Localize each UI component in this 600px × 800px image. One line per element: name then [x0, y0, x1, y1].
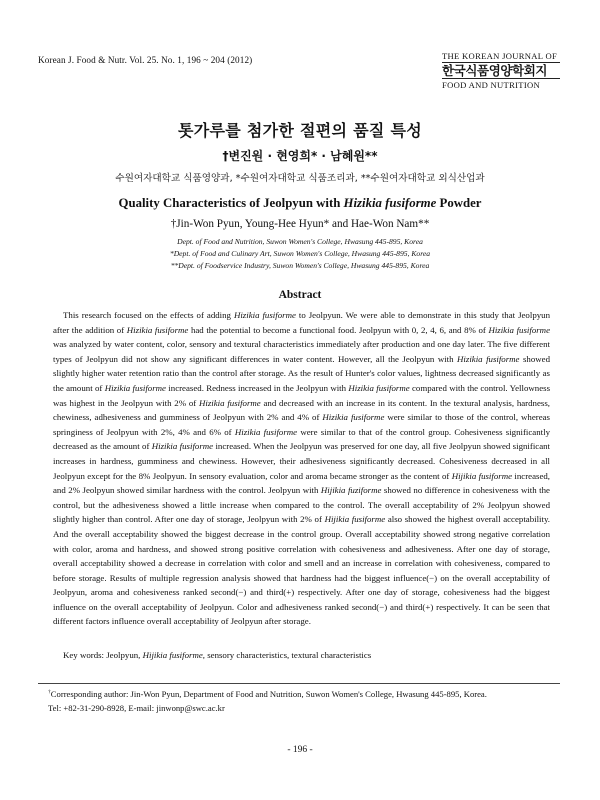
- species-name: Hijikia fuziforme: [320, 485, 382, 496]
- species-name: Hizikia fusiforme: [457, 353, 520, 364]
- species-name: Hijikia fusiforme: [324, 514, 386, 525]
- corresponding-author-footnote: [48, 687, 560, 715]
- abstract-text: was analyzed by water content, color, sensory and textural characteristics immediately after production and one day later. The five different types of Jeolpyun did not show any significant differences in water content. However, all the Jeolpyun with: [53, 339, 550, 364]
- species-name: Hizikia fusiforme: [348, 382, 410, 393]
- abstract-text: showed no difference in cohesiveness with the control, but the adhesiveness showed a little increase when compared to the control. The overall acceptability of 2% Jeolpyun showed slightly higher than control. After one day of storage, Jeolpyun with 2% of: [53, 485, 550, 525]
- english-title-suffix: Powder: [436, 196, 482, 210]
- abstract-text: showed slightly higher water retention ratio than the control after storage. As the result of Hunter's color values, lightness decreased significantly as the amount of: [53, 353, 550, 393]
- dagger-mark: †: [48, 689, 51, 696]
- abstract-text: were similar to those of the control, whereas springiness of Jeolpyun with 2%, 4% and 6% of: [53, 412, 550, 437]
- korean-authors: †변진원 · 현영희* · 남혜원**: [222, 149, 378, 163]
- footnote-line-1: Corresponding author: Jin-Won Pyun, Department of Food and Nutrition, Suwon Women's College, Hwasung 445-895, Korea.: [50, 689, 487, 699]
- abstract-text: were similar to that of the control group. Cohesiveness significantly decreased as the amount of: [53, 426, 550, 452]
- abstract-body: [53, 308, 550, 629]
- footnote-divider: [38, 683, 560, 684]
- species-name: Hizikia fusiforme: [234, 426, 298, 437]
- department-2: *Dept. of Food and Culinary Art, Suwon Women's College, Hwasung 445-895, Korea: [169, 249, 431, 259]
- keywords-text: Jeolpyun,: [106, 650, 143, 660]
- page-number: - 196 -: [287, 745, 313, 755]
- abstract-text: compared with the control. Yellowness was highest in the Jeolpyun with 2% of: [53, 382, 551, 408]
- department-3: **Dept. of Foodservice Industry, Suwon Women's College, Hwasung 445-895, Korea: [170, 261, 430, 271]
- species-name: Hizikia fusiforme: [322, 412, 385, 423]
- english-title: [0, 196, 600, 211]
- species-name: Hijikia fusiforme: [451, 470, 513, 481]
- species-name: Hizikia fusiforme: [151, 441, 214, 452]
- species-name: Hizikia fusiforme: [233, 310, 296, 320]
- abstract-text: increased, and 2% Jeolpyun showed similar hardness with the control. Jeolpyun with: [53, 470, 550, 496]
- journal-name-top: THE KOREAN JOURNAL OF: [442, 51, 560, 63]
- korean-affiliations: 수원여자대학교 식품영양과, *수원여자대학교 식품조리과, **수원여자대학교 외식산업과: [115, 173, 485, 184]
- english-title-species: Hizikia fusiforme: [343, 196, 437, 210]
- keywords-label: Key words:: [63, 650, 107, 660]
- species-name: Hizikia fusiforme: [126, 324, 189, 335]
- english-title-prefix: Quality Characteristics of Jeolpyun with: [118, 196, 344, 210]
- abstract-text: This research focused on the effects of adding: [63, 310, 234, 320]
- journal-name-bottom: FOOD AND NUTRITION: [442, 78, 560, 90]
- english-authors: †Jin-Won Pyun, Young-Hee Hyun* and Hae-Won Nam**: [170, 218, 430, 230]
- department-1: Dept. of Food and Nutrition, Suwon Women's College, Hwasung 445-895, Korea: [177, 237, 423, 246]
- abstract-text: increased. Redness increased in the Jeolpyun with: [165, 382, 349, 393]
- abstract-text: increased. When the Jeolpyun was preserved for one day, all five Jeolpyun showed significant increases in hardness, gumminess and chewiness. However, their adhesiveness significantly decreased. Cohesiveness decreased in all Jeolpyun except for the 8% Jeolpyun. In sensory evaluation, color and aroma became stronger as the content of: [53, 441, 551, 481]
- abstract-text: had the potential to become a functional food. Jeolpyun with 0, 2, 4, 6, and 8% of: [188, 324, 489, 335]
- keywords-species: Hijikia fusiforme: [142, 650, 203, 660]
- footnote-line-2: Tel: +82-31-290-8928, E-mail: jinwonp@swc.ac.kr: [48, 703, 225, 713]
- abstract-text: and decreased with an increase in its content. In the textural analysis, hardness, chewiness, adhesiveness and gumminess of Jeolpyun with 2% and 4% of: [53, 397, 550, 423]
- journal-name-korean: 한국식품영양학회지: [442, 63, 548, 78]
- korean-title: 톳가루를 첨가한 절편의 품질 특성: [177, 121, 423, 140]
- departments: [0, 236, 600, 273]
- journal-logo: [442, 51, 560, 90]
- abstract-heading: Abstract: [278, 289, 322, 301]
- abstract-text: to Jeolpyun. We were able to demonstrate in this study that Jeolpyun after the addition of: [53, 310, 551, 335]
- keywords-text: , sensory characteristics, textural characteristics: [202, 650, 372, 660]
- keywords: [63, 650, 371, 660]
- species-name: Hizikia fusiforme: [104, 382, 166, 393]
- species-name: Hizikia fusiforme: [199, 397, 261, 408]
- journal-citation: Korean J. Food & Nutr. Vol. 25. No. 1, 196 ~ 204 (2012): [38, 55, 253, 65]
- abstract-text: also showed the highest overall acceptability. And the overall acceptability showed the biggest decrease in the control group. Overall acceptability showed strong negative correlation with color, aroma and hardness, and showed strong positive correlation with cohesiveness and adhesiveness. After one day of storage, overall acceptability showed a decrease in correlation with color and smell and an increase in correlation with cohesiveness, compared to before storage. Results of multiple regression analysis showed that hardness had the biggest influence(−) on the overall acceptability of Jeolpyun, aroma and cohesiveness ranked second(−) and third(+) respectively. After one day of storage, cohesiveness had the biggest influence on the overall acceptability of Jeolpyun. Color and adhesiveness ranked second(−) and third(+) respectively. It can be seen that different factors influence overall acceptability of Jeolpyun after storage.: [53, 514, 551, 627]
- species-name: Hizikia fusiforme: [488, 324, 550, 335]
